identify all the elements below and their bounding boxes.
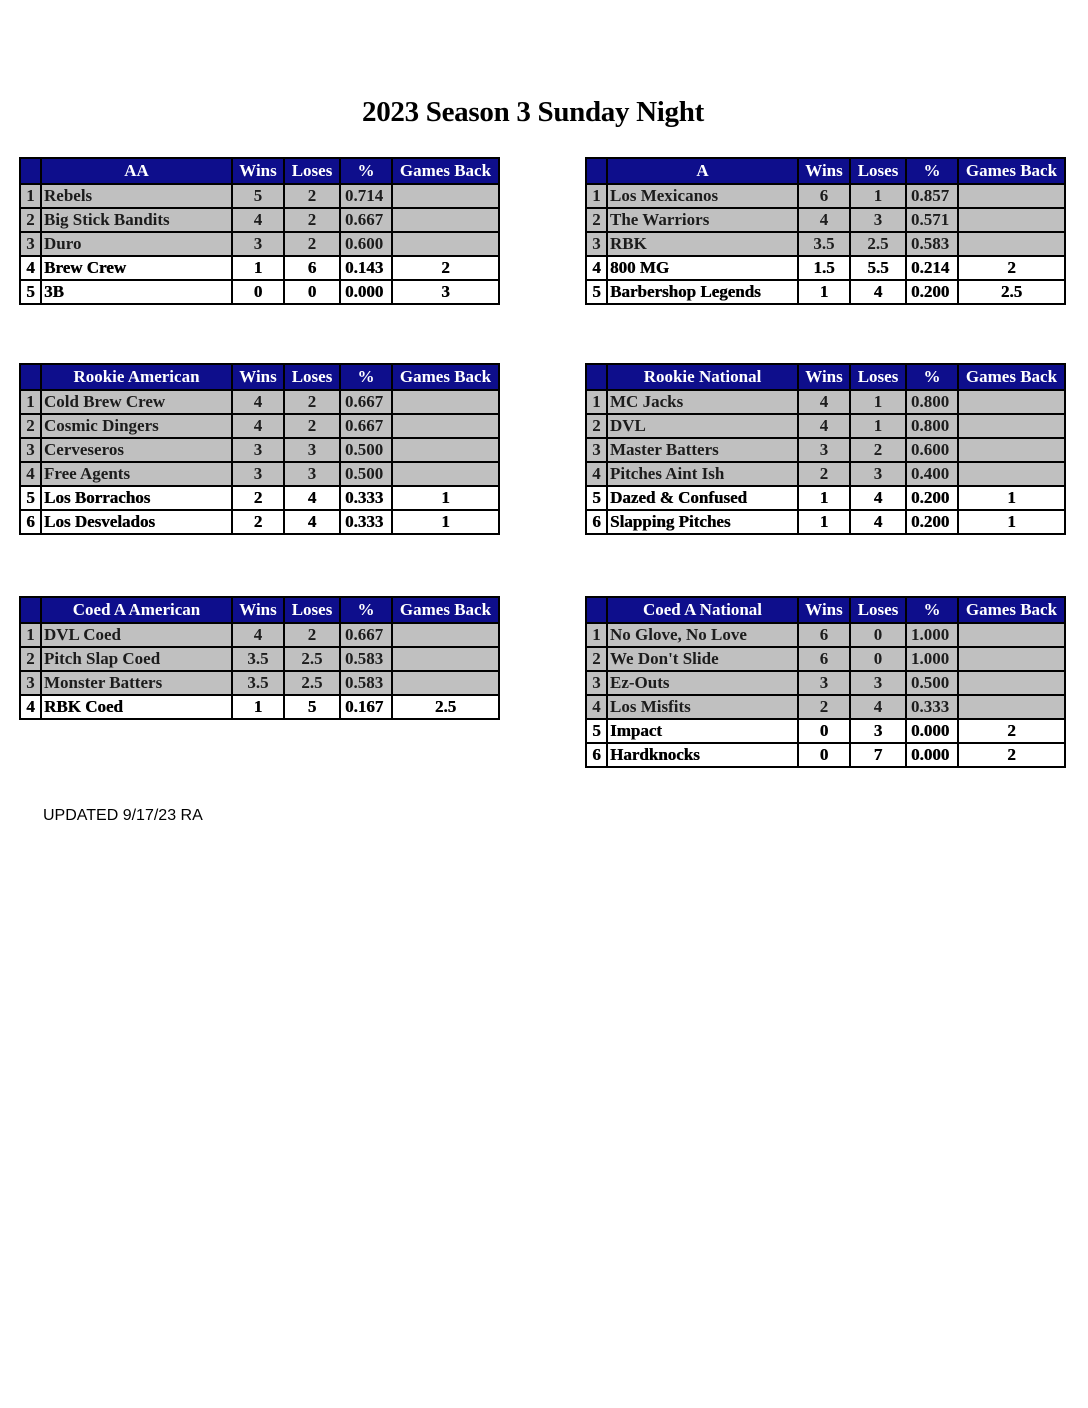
games-back-cell bbox=[392, 623, 499, 647]
rank-cell: 2 bbox=[20, 414, 41, 438]
rank-cell: 5 bbox=[20, 280, 41, 304]
games-back-cell bbox=[392, 414, 499, 438]
pct-cell: 0.500 bbox=[906, 671, 958, 695]
division-header: Coed A National bbox=[607, 597, 798, 623]
games-back-cell: 1 bbox=[392, 486, 499, 510]
games-back-cell bbox=[392, 438, 499, 462]
wins-cell: 6 bbox=[798, 623, 850, 647]
wins-cell: 4 bbox=[232, 390, 284, 414]
games-back-cell bbox=[392, 462, 499, 486]
team-name-cell: Impact bbox=[607, 719, 798, 743]
table-row bbox=[20, 390, 499, 414]
table-row bbox=[586, 462, 1065, 486]
wins-cell: 3 bbox=[798, 438, 850, 462]
table-row bbox=[586, 438, 1065, 462]
table-row bbox=[20, 184, 499, 208]
games-back-cell: 2 bbox=[392, 256, 499, 280]
loses-cell: 4 bbox=[284, 486, 340, 510]
standings-table-3 bbox=[585, 363, 1066, 535]
games-back-cell: 3 bbox=[392, 280, 499, 304]
wins-cell: 4 bbox=[232, 414, 284, 438]
loses-cell: 0 bbox=[850, 647, 906, 671]
team-name-cell: Hardknocks bbox=[607, 743, 798, 767]
team-name-cell: Dazed & Confused bbox=[607, 486, 798, 510]
wins-cell: 2 bbox=[232, 510, 284, 534]
loses-cell: 7 bbox=[850, 743, 906, 767]
table-row bbox=[586, 208, 1065, 232]
wins-cell: 2 bbox=[232, 486, 284, 510]
games-back-cell bbox=[958, 390, 1065, 414]
wins-cell: 4 bbox=[798, 414, 850, 438]
pct-cell: 0.000 bbox=[340, 280, 392, 304]
loses-header: Loses bbox=[850, 597, 906, 623]
table-row bbox=[586, 280, 1065, 304]
rank-cell: 5 bbox=[586, 719, 607, 743]
wins-header: Wins bbox=[232, 158, 284, 184]
pct-cell: 0.800 bbox=[906, 414, 958, 438]
team-name-cell: RBK bbox=[607, 232, 798, 256]
loses-cell: 1 bbox=[850, 184, 906, 208]
pct-cell: 0.500 bbox=[340, 462, 392, 486]
rank-cell: 3 bbox=[20, 438, 41, 462]
pct-cell: 0.667 bbox=[340, 390, 392, 414]
rank-cell: 5 bbox=[20, 486, 41, 510]
pct-header: % bbox=[906, 158, 958, 184]
table-row bbox=[586, 390, 1065, 414]
table-row bbox=[586, 232, 1065, 256]
division-header: A bbox=[607, 158, 798, 184]
loses-cell: 2 bbox=[284, 390, 340, 414]
team-name-cell: DVL bbox=[607, 414, 798, 438]
loses-cell: 2 bbox=[284, 208, 340, 232]
loses-header: Loses bbox=[850, 158, 906, 184]
loses-cell: 2 bbox=[284, 184, 340, 208]
wins-cell: 2 bbox=[798, 462, 850, 486]
wins-cell: 1 bbox=[798, 486, 850, 510]
loses-cell: 4 bbox=[850, 510, 906, 534]
rank-cell: 2 bbox=[586, 647, 607, 671]
games-back-cell bbox=[958, 671, 1065, 695]
table-row bbox=[586, 184, 1065, 208]
table-row bbox=[20, 671, 499, 695]
games-back-cell: 2 bbox=[958, 256, 1065, 280]
loses-cell: 1 bbox=[850, 390, 906, 414]
wins-cell: 3.5 bbox=[232, 671, 284, 695]
table-row bbox=[20, 438, 499, 462]
table-row bbox=[586, 695, 1065, 719]
rank-cell: 1 bbox=[20, 623, 41, 647]
loses-cell: 2.5 bbox=[284, 647, 340, 671]
table-row bbox=[586, 647, 1065, 671]
table-row bbox=[586, 486, 1065, 510]
table-header-row bbox=[20, 597, 499, 623]
wins-cell: 4 bbox=[798, 390, 850, 414]
division-header: Rookie National bbox=[607, 364, 798, 390]
pct-cell: 0.714 bbox=[340, 184, 392, 208]
wins-cell: 1 bbox=[798, 280, 850, 304]
pct-header: % bbox=[340, 364, 392, 390]
rank-cell: 3 bbox=[20, 671, 41, 695]
loses-cell: 0 bbox=[850, 623, 906, 647]
pct-cell: 0.500 bbox=[340, 438, 392, 462]
team-name-cell: Rebels bbox=[41, 184, 232, 208]
wins-header: Wins bbox=[798, 158, 850, 184]
rank-cell: 4 bbox=[20, 695, 41, 719]
table-row bbox=[20, 623, 499, 647]
pct-header: % bbox=[906, 597, 958, 623]
table-header-row bbox=[586, 364, 1065, 390]
team-name-cell: Pitch Slap Coed bbox=[41, 647, 232, 671]
rank-cell: 1 bbox=[586, 390, 607, 414]
pct-cell: 0.600 bbox=[340, 232, 392, 256]
games-back-cell: 1 bbox=[958, 510, 1065, 534]
games-back-cell bbox=[392, 208, 499, 232]
games-back-cell bbox=[958, 414, 1065, 438]
team-name-cell: MC Jacks bbox=[607, 390, 798, 414]
rank-cell: 4 bbox=[20, 256, 41, 280]
games-back-cell: 1 bbox=[392, 510, 499, 534]
standings-table-2 bbox=[19, 363, 500, 535]
games-back-cell bbox=[958, 695, 1065, 719]
games-back-cell bbox=[958, 623, 1065, 647]
wins-cell: 3.5 bbox=[798, 232, 850, 256]
games-back-header: Games Back bbox=[958, 158, 1065, 184]
team-name-cell: Los Mexicanos bbox=[607, 184, 798, 208]
team-name-cell: Brew Crew bbox=[41, 256, 232, 280]
rank-header bbox=[586, 597, 607, 623]
loses-cell: 3 bbox=[284, 462, 340, 486]
wins-cell: 6 bbox=[798, 647, 850, 671]
wins-cell: 3 bbox=[232, 232, 284, 256]
rank-cell: 6 bbox=[20, 510, 41, 534]
team-name-cell: 3B bbox=[41, 280, 232, 304]
loses-cell: 2 bbox=[284, 623, 340, 647]
team-name-cell: Big Stick Bandits bbox=[41, 208, 232, 232]
pct-cell: 0.667 bbox=[340, 623, 392, 647]
pct-cell: 0.600 bbox=[906, 438, 958, 462]
pct-cell: 0.571 bbox=[906, 208, 958, 232]
loses-cell: 5 bbox=[284, 695, 340, 719]
table-row bbox=[20, 695, 499, 719]
table-row bbox=[586, 256, 1065, 280]
rank-cell: 3 bbox=[20, 232, 41, 256]
loses-cell: 1 bbox=[850, 414, 906, 438]
games-back-cell bbox=[958, 208, 1065, 232]
table-row bbox=[20, 510, 499, 534]
loses-cell: 3 bbox=[284, 438, 340, 462]
wins-cell: 3.5 bbox=[232, 647, 284, 671]
rank-cell: 2 bbox=[586, 208, 607, 232]
games-back-cell bbox=[392, 390, 499, 414]
team-name-cell: DVL Coed bbox=[41, 623, 232, 647]
pct-cell: 0.000 bbox=[906, 743, 958, 767]
loses-cell: 5.5 bbox=[850, 256, 906, 280]
loses-header: Loses bbox=[284, 158, 340, 184]
rank-cell: 2 bbox=[20, 208, 41, 232]
team-name-cell: Cold Brew Crew bbox=[41, 390, 232, 414]
rank-cell: 2 bbox=[20, 647, 41, 671]
wins-header: Wins bbox=[232, 597, 284, 623]
games-back-cell bbox=[392, 647, 499, 671]
games-back-cell bbox=[958, 647, 1065, 671]
table-row bbox=[20, 647, 499, 671]
rank-header bbox=[20, 364, 41, 390]
table-row bbox=[20, 232, 499, 256]
standings-table-4 bbox=[19, 596, 500, 720]
team-name-cell: Master Batters bbox=[607, 438, 798, 462]
games-back-header: Games Back bbox=[958, 364, 1065, 390]
pct-cell: 0.583 bbox=[906, 232, 958, 256]
games-back-header: Games Back bbox=[392, 597, 499, 623]
loses-cell: 2 bbox=[850, 438, 906, 462]
pct-cell: 1.000 bbox=[906, 647, 958, 671]
standings-table-0 bbox=[19, 157, 500, 305]
team-name-cell: Ez-Outs bbox=[607, 671, 798, 695]
games-back-cell bbox=[958, 462, 1065, 486]
pct-cell: 0.167 bbox=[340, 695, 392, 719]
team-name-cell: Los Desvelados bbox=[41, 510, 232, 534]
rank-cell: 4 bbox=[20, 462, 41, 486]
games-back-cell: 2 bbox=[958, 743, 1065, 767]
pct-cell: 0.000 bbox=[906, 719, 958, 743]
rank-cell: 4 bbox=[586, 256, 607, 280]
pct-header: % bbox=[906, 364, 958, 390]
wins-cell: 1 bbox=[232, 256, 284, 280]
pct-cell: 0.857 bbox=[906, 184, 958, 208]
pct-cell: 0.333 bbox=[340, 486, 392, 510]
pct-cell: 0.667 bbox=[340, 208, 392, 232]
division-header: Rookie American bbox=[41, 364, 232, 390]
pct-cell: 0.214 bbox=[906, 256, 958, 280]
table-row bbox=[586, 623, 1065, 647]
loses-cell: 4 bbox=[850, 695, 906, 719]
loses-header: Loses bbox=[284, 364, 340, 390]
rank-cell: 1 bbox=[586, 184, 607, 208]
page-title: 2023 Season 3 Sunday Night bbox=[362, 96, 704, 128]
wins-cell: 4 bbox=[798, 208, 850, 232]
rank-cell: 2 bbox=[586, 414, 607, 438]
games-back-cell: 2 bbox=[958, 719, 1065, 743]
rank-cell: 3 bbox=[586, 438, 607, 462]
rank-header bbox=[20, 597, 41, 623]
pct-header: % bbox=[340, 597, 392, 623]
wins-cell: 5 bbox=[232, 184, 284, 208]
team-name-cell: Cosmic Dingers bbox=[41, 414, 232, 438]
team-name-cell: We Don't Slide bbox=[607, 647, 798, 671]
team-name-cell: RBK Coed bbox=[41, 695, 232, 719]
division-header: AA bbox=[41, 158, 232, 184]
table-header-row bbox=[20, 158, 499, 184]
table-row bbox=[20, 414, 499, 438]
team-name-cell: Pitches Aint Ish bbox=[607, 462, 798, 486]
games-back-cell bbox=[392, 232, 499, 256]
pct-cell: 0.333 bbox=[340, 510, 392, 534]
rank-cell: 1 bbox=[20, 390, 41, 414]
loses-cell: 2 bbox=[284, 414, 340, 438]
wins-cell: 1 bbox=[232, 695, 284, 719]
wins-cell: 2 bbox=[798, 695, 850, 719]
table-row bbox=[20, 208, 499, 232]
team-name-cell: Barbershop Legends bbox=[607, 280, 798, 304]
rank-cell: 1 bbox=[20, 184, 41, 208]
wins-cell: 1 bbox=[798, 510, 850, 534]
team-name-cell: Los Misfits bbox=[607, 695, 798, 719]
loses-cell: 6 bbox=[284, 256, 340, 280]
table-row bbox=[586, 671, 1065, 695]
loses-cell: 4 bbox=[850, 280, 906, 304]
games-back-cell bbox=[392, 671, 499, 695]
games-back-cell bbox=[958, 184, 1065, 208]
games-back-cell: 1 bbox=[958, 486, 1065, 510]
pct-cell: 1.000 bbox=[906, 623, 958, 647]
team-name-cell: 800 MG bbox=[607, 256, 798, 280]
team-name-cell: The Warriors bbox=[607, 208, 798, 232]
table-header-row bbox=[586, 158, 1065, 184]
loses-cell: 2.5 bbox=[284, 671, 340, 695]
wins-cell: 4 bbox=[232, 208, 284, 232]
rank-cell: 6 bbox=[586, 743, 607, 767]
pct-cell: 0.583 bbox=[340, 671, 392, 695]
rank-header bbox=[586, 364, 607, 390]
games-back-cell bbox=[958, 438, 1065, 462]
wins-cell: 0 bbox=[798, 719, 850, 743]
loses-cell: 3 bbox=[850, 671, 906, 695]
table-header-row bbox=[20, 364, 499, 390]
table-row bbox=[586, 719, 1065, 743]
table-row bbox=[586, 743, 1065, 767]
games-back-cell: 2.5 bbox=[392, 695, 499, 719]
loses-header: Loses bbox=[850, 364, 906, 390]
loses-header: Loses bbox=[284, 597, 340, 623]
rank-cell: 3 bbox=[586, 232, 607, 256]
wins-header: Wins bbox=[798, 597, 850, 623]
pct-cell: 0.583 bbox=[340, 647, 392, 671]
wins-cell: 0 bbox=[798, 743, 850, 767]
wins-cell: 3 bbox=[232, 438, 284, 462]
pct-cell: 0.333 bbox=[906, 695, 958, 719]
games-back-cell bbox=[392, 184, 499, 208]
wins-cell: 3 bbox=[798, 671, 850, 695]
division-header: Coed A American bbox=[41, 597, 232, 623]
loses-cell: 3 bbox=[850, 462, 906, 486]
wins-cell: 3 bbox=[232, 462, 284, 486]
wins-cell: 6 bbox=[798, 184, 850, 208]
table-row bbox=[586, 510, 1065, 534]
pct-cell: 0.400 bbox=[906, 462, 958, 486]
updated-note: UPDATED 9/17/23 RA bbox=[43, 807, 203, 824]
rank-cell: 1 bbox=[586, 623, 607, 647]
team-name-cell: Monster Batters bbox=[41, 671, 232, 695]
table-row bbox=[20, 462, 499, 486]
rank-cell: 5 bbox=[586, 486, 607, 510]
games-back-header: Games Back bbox=[958, 597, 1065, 623]
wins-cell: 4 bbox=[232, 623, 284, 647]
wins-cell: 0 bbox=[232, 280, 284, 304]
table-header-row bbox=[586, 597, 1065, 623]
loses-cell: 3 bbox=[850, 208, 906, 232]
table-row bbox=[20, 280, 499, 304]
team-name-cell: Duro bbox=[41, 232, 232, 256]
standings-table-1 bbox=[585, 157, 1066, 305]
wins-header: Wins bbox=[232, 364, 284, 390]
games-back-cell bbox=[958, 232, 1065, 256]
loses-cell: 4 bbox=[850, 486, 906, 510]
loses-cell: 0 bbox=[284, 280, 340, 304]
games-back-cell: 2.5 bbox=[958, 280, 1065, 304]
rank-cell: 5 bbox=[586, 280, 607, 304]
pct-cell: 0.800 bbox=[906, 390, 958, 414]
pct-cell: 0.200 bbox=[906, 510, 958, 534]
team-name-cell: Cerveseros bbox=[41, 438, 232, 462]
rank-cell: 3 bbox=[586, 671, 607, 695]
standings-table-5 bbox=[585, 596, 1066, 768]
pct-cell: 0.200 bbox=[906, 280, 958, 304]
rank-header bbox=[586, 158, 607, 184]
loses-cell: 4 bbox=[284, 510, 340, 534]
team-name-cell: Slapping Pitches bbox=[607, 510, 798, 534]
table-row bbox=[20, 486, 499, 510]
games-back-header: Games Back bbox=[392, 158, 499, 184]
rank-header bbox=[20, 158, 41, 184]
rank-cell: 4 bbox=[586, 462, 607, 486]
games-back-header: Games Back bbox=[392, 364, 499, 390]
pct-cell: 0.667 bbox=[340, 414, 392, 438]
rank-cell: 6 bbox=[586, 510, 607, 534]
team-name-cell: No Glove, No Love bbox=[607, 623, 798, 647]
pct-header: % bbox=[340, 158, 392, 184]
rank-cell: 4 bbox=[586, 695, 607, 719]
pct-cell: 0.143 bbox=[340, 256, 392, 280]
team-name-cell: Free Agents bbox=[41, 462, 232, 486]
loses-cell: 2.5 bbox=[850, 232, 906, 256]
loses-cell: 2 bbox=[284, 232, 340, 256]
wins-cell: 1.5 bbox=[798, 256, 850, 280]
table-row bbox=[586, 414, 1065, 438]
table-row bbox=[20, 256, 499, 280]
team-name-cell: Los Borrachos bbox=[41, 486, 232, 510]
wins-header: Wins bbox=[798, 364, 850, 390]
pct-cell: 0.200 bbox=[906, 486, 958, 510]
loses-cell: 3 bbox=[850, 719, 906, 743]
